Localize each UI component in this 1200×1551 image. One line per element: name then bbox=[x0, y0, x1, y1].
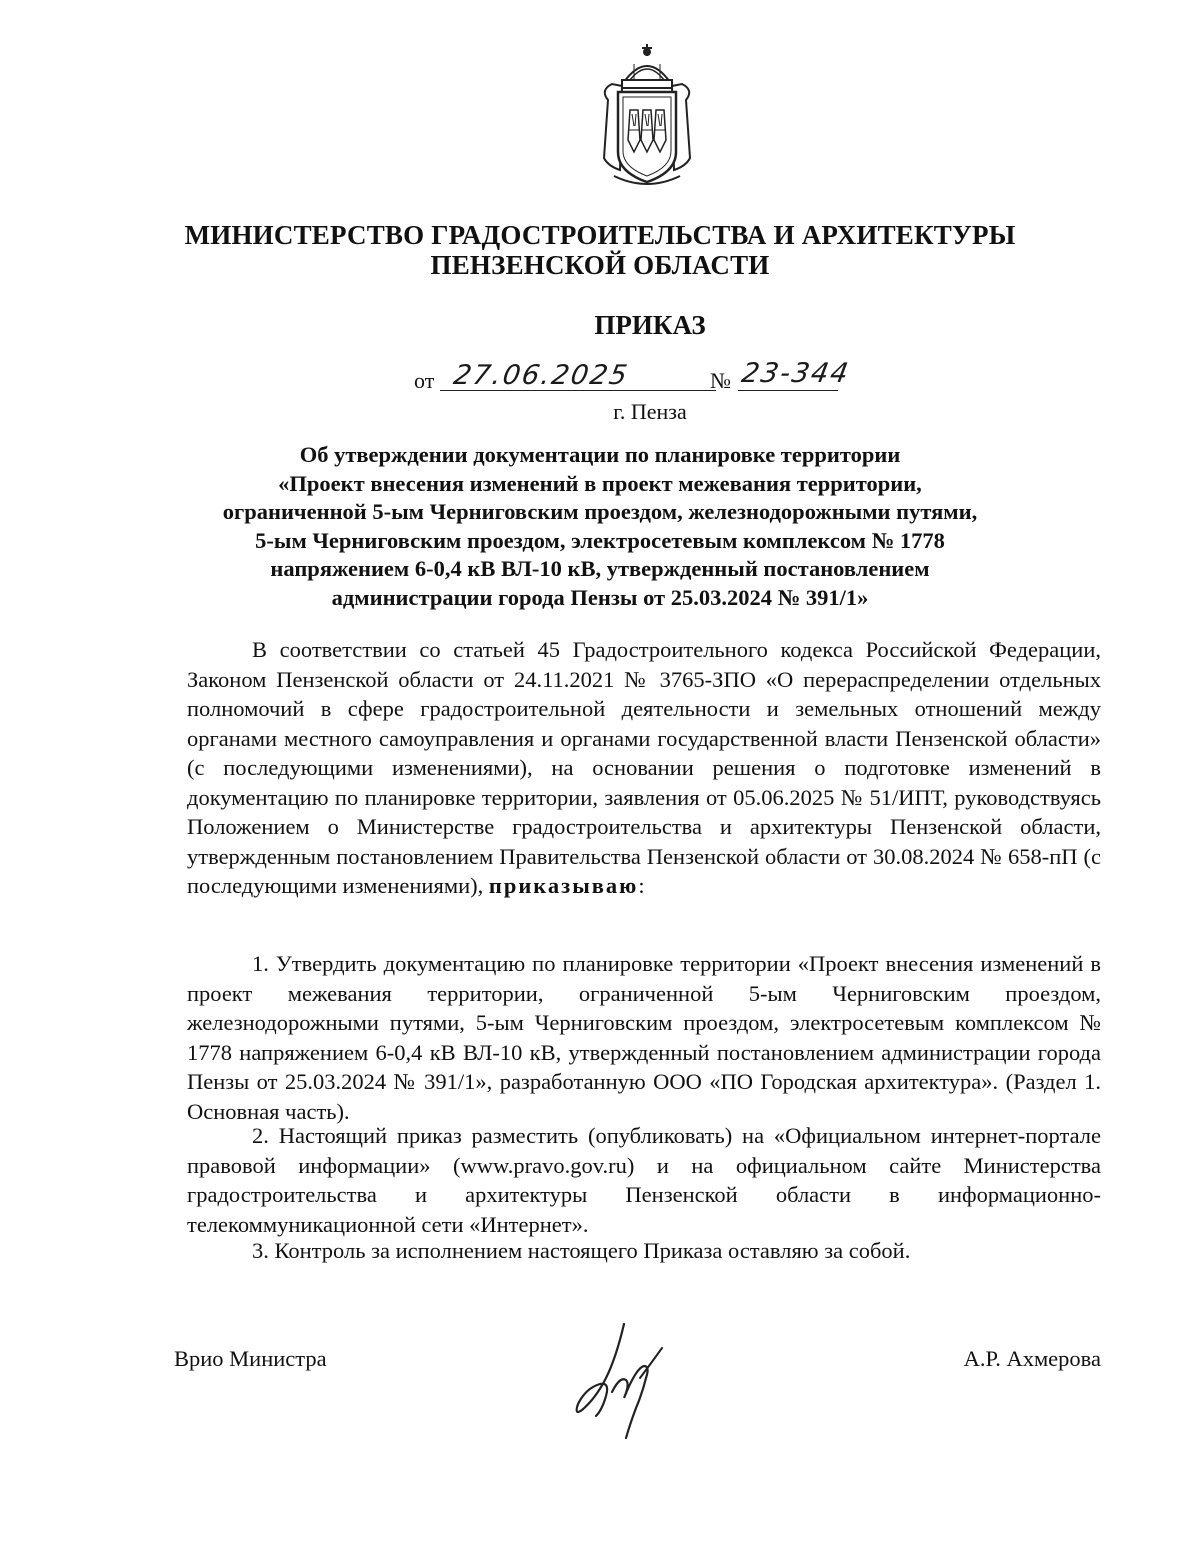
title-line: администрации города Пензы от 25.03.2024 № 391/1» bbox=[331, 584, 869, 610]
item-1 bbox=[187, 949, 1101, 1126]
title-line: ограниченной 5-ым Черниговским проездом, железнодорожными путями, bbox=[222, 499, 978, 524]
date-number-row bbox=[414, 358, 874, 398]
number-underline bbox=[738, 390, 838, 391]
document-type: ПРИКАЗ bbox=[594, 310, 706, 340]
preamble-text: В соответствии со статьей 45 Градостроительного кодекса Российской Федерации, Законом Пензенской области от 24.11.2021 № 3765-ЗПО «О перераспределении отдельных полномочий в сфере градостроительной деятельности и земельных отношений между органами местного самоуправления и органами государственной власти Пензенской области» (с последующими изменениями), на основании решения о подготовке изменений в документацию по планировке территории, заявления от 05.06.2025 № 51/ИПТ, руководствуясь Положением о Министерстве градостроительства и архитектуры Пензенской области, утвержденным постановлением Правительства Пензенской области от 30.08.2024 № 658-пП (с последующими изменениями), bbox=[187, 637, 1101, 898]
handwritten-date: 27.06.2025 bbox=[451, 360, 632, 391]
title-line: Об утверждении документации по планировке территории bbox=[299, 442, 901, 467]
number-prefix: № bbox=[710, 368, 731, 393]
title-line: «Проект внесения изменений в проект межевания территории, bbox=[278, 470, 922, 496]
item-3-text: 3. Контроль за исполнением настоящего Приказа оставляю за собой. bbox=[252, 1238, 911, 1263]
order-word: приказываю bbox=[488, 873, 639, 898]
document-title bbox=[150, 441, 1050, 612]
order-colon: : bbox=[638, 873, 645, 898]
title-line: 5-ым Черниговским проездом, электросетевым комплексом № 1778 bbox=[255, 527, 945, 553]
preamble-paragraph bbox=[187, 635, 1101, 901]
item-3 bbox=[187, 1236, 1101, 1266]
signatory-position: Врио Министра bbox=[174, 1346, 327, 1371]
city: г. Пенза bbox=[613, 399, 687, 424]
handwritten-number: 23-344 bbox=[739, 358, 853, 389]
item-1-text: 1. Утвердить документацию по планировке территории «Проект внесения изменений в проект межевания территории, ограниченной 5-ым Черниговским проездом, железнодорожными путями, 5-ым Черниговским проездом, электросетевым комплексом № 1778 напряжением 6-0,4 кВ ВЛ-10 кВ, утвержденный постановлением администрации города Пензы от 25.03.2024 № 391/1», разработанную ООО «ПО Городская архитектура». (Раздел 1. Основная часть). bbox=[187, 951, 1101, 1124]
ministry-name-line1: МИНИСТЕРСТВО ГРАДОСТРОИТЕЛЬСТВА И АРХИТЕКТУРЫ bbox=[184, 220, 1016, 250]
title-line: напряжением 6-0,4 кВ ВЛ-10 кВ, утвержденный постановлением bbox=[270, 556, 930, 581]
signatory-name: А.Р. Ахмерова bbox=[963, 1346, 1101, 1371]
signature-icon bbox=[566, 1318, 676, 1442]
coat-of-arms-icon bbox=[594, 40, 700, 190]
item-2-text: 2. Настоящий приказ разместить (опубликовать) на «Официальном интернет-портале правовой информации» (www.pravo.gov.ru) и на официальном сайте Министерства градостроительства и архитектуры Пензенской области в информационно-телекоммуникационной сети «Интернет». bbox=[187, 1123, 1101, 1237]
item-2 bbox=[187, 1121, 1101, 1239]
ministry-name-line2: ПЕНЗЕНСКОЙ ОБЛАСТИ bbox=[430, 250, 770, 280]
date-prefix: от bbox=[414, 368, 435, 393]
